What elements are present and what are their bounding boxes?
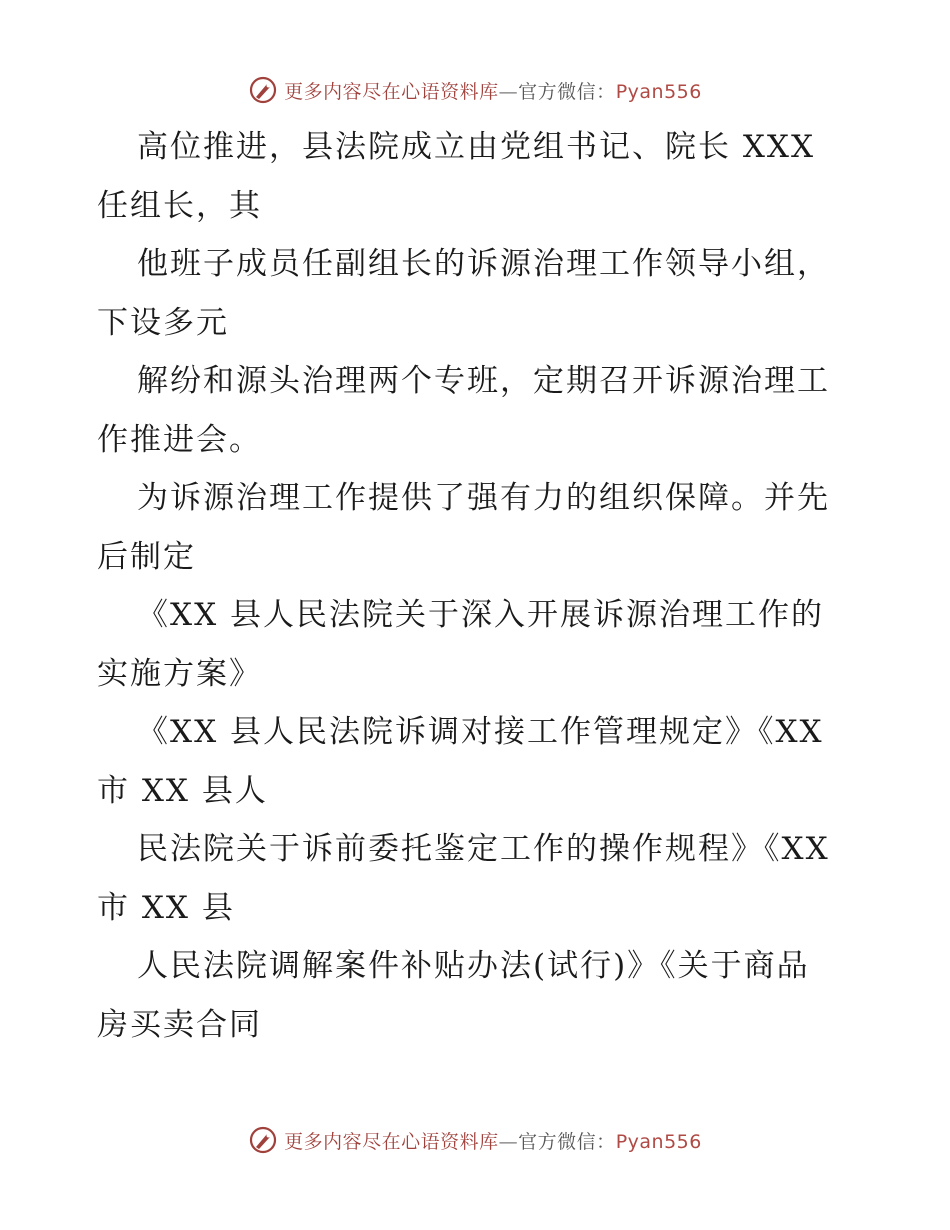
body-line: 民法院关于诉前委托鉴定工作的操作规程》《XX — [137, 831, 830, 867]
watermark-site: 更多内容尽在心语资料库 — [284, 1130, 499, 1153]
body-line: 为诉源治理工作提供了强有力的组织保障。并先 — [137, 480, 830, 516]
body-line: 实施方案》 — [97, 655, 262, 692]
watermark-dash: — — [498, 80, 519, 103]
body-line: 作推进会。 — [97, 421, 262, 458]
body-line: 《XX 县人民法院关于深入开展诉源治理工作的 — [137, 597, 824, 633]
watermark-text — [284, 77, 702, 104]
body-line: 市 XX 县人 — [97, 772, 268, 809]
body-line: 房买卖合同 — [97, 1006, 262, 1043]
watermark-text — [284, 1127, 702, 1154]
pen-nib-logo-icon — [248, 1125, 278, 1155]
header-watermark — [0, 70, 950, 110]
body-line: 后制定 — [97, 538, 196, 575]
watermark-dash: — — [498, 1130, 519, 1153]
watermark-official-label: 官方微信： — [518, 80, 616, 103]
pen-nib-logo-icon — [248, 75, 278, 105]
watermark-wechat-id: Pyan556 — [615, 80, 702, 103]
footer-watermark — [0, 1120, 950, 1160]
body-line: 高位推进，县法院成立由党组书记、院长 XXX — [137, 129, 816, 165]
body-line: 任组长，其 — [97, 187, 262, 224]
document-body — [97, 118, 857, 1054]
body-line: 解纷和源头治理两个专班，定期召开诉源治理工 — [137, 363, 830, 399]
watermark-site: 更多内容尽在心语资料库 — [284, 80, 499, 103]
body-line: 人民法院调解案件补贴办法(试行)》《关于商品 — [137, 948, 810, 984]
body-line: 《XX 县人民法院诉调对接工作管理规定》《XX — [137, 714, 824, 750]
body-line: 下设多元 — [97, 304, 229, 341]
body-line: 市 XX 县 — [97, 889, 235, 926]
body-line: 他班子成员任副组长的诉源治理工作领导小组， — [137, 246, 830, 282]
watermark-official-label: 官方微信： — [518, 1130, 616, 1153]
watermark-wechat-id: Pyan556 — [615, 1130, 702, 1153]
